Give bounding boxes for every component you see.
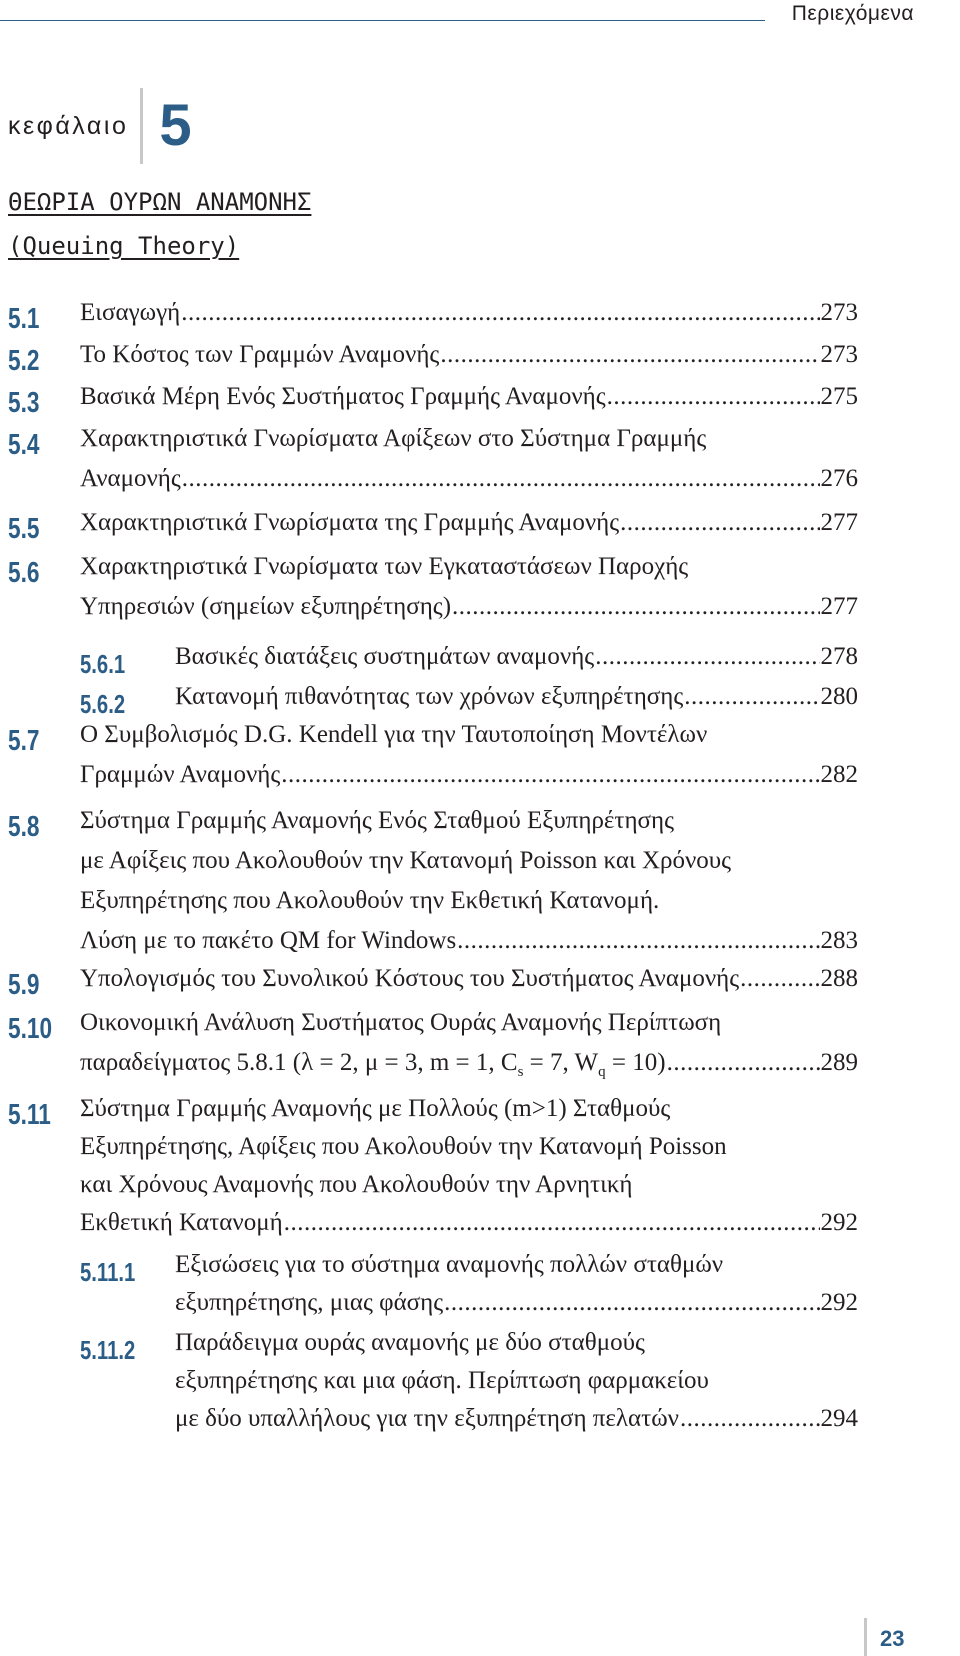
toc-entry-page: 273 bbox=[820, 299, 858, 326]
formula-part: = 7, W bbox=[523, 1049, 599, 1076]
toc-entry-text: Βασικά Μέρη Ενός Συστήματος Γραμμής Αναμονής bbox=[80, 383, 606, 410]
chapter-label bbox=[8, 88, 192, 164]
toc-entry-line bbox=[175, 1399, 858, 1439]
toc-entry-line bbox=[80, 377, 858, 417]
toc-entry-number: 5.9 bbox=[8, 969, 40, 1001]
toc-entry-text: Ο Συμβολισμός D.G. Kendell για την Ταυτοποίηση Μοντέλων bbox=[80, 721, 708, 748]
chapter-word: κεφάλαιο bbox=[8, 111, 129, 140]
toc-entry-page: 292 bbox=[820, 1289, 858, 1316]
toc-entry-line bbox=[80, 587, 858, 627]
toc-entry-line bbox=[80, 921, 858, 961]
toc-entry-page: 294 bbox=[820, 1405, 858, 1432]
toc-entry-line bbox=[80, 335, 858, 375]
toc-entry-text: Το Κόστος των Γραμμών Αναμονής bbox=[80, 341, 440, 368]
dot-leader bbox=[740, 959, 819, 999]
toc-entry-line bbox=[80, 293, 858, 333]
toc-entry-line bbox=[175, 1283, 858, 1323]
toc-entry-number: 5.11.2 bbox=[80, 1335, 136, 1365]
toc-entry-number: 5.7 bbox=[8, 725, 40, 757]
toc-entry-number: 5.4 bbox=[8, 429, 40, 461]
page-number: 23 bbox=[880, 1626, 905, 1651]
formula-part: = 10) bbox=[605, 1049, 666, 1076]
toc-entry-line bbox=[80, 459, 858, 499]
toc-entry-text: Εισαγωγή bbox=[80, 299, 181, 326]
toc-entry-text bbox=[80, 1043, 666, 1092]
toc-entry-text: Υπολογισμός του Συνολικού Κόστους του Συστήματος Αναμονής bbox=[80, 965, 740, 992]
toc-entry-page: 282 bbox=[820, 761, 858, 788]
toc-entry-line bbox=[80, 503, 858, 543]
toc-entry-page: 283 bbox=[820, 927, 858, 954]
toc-entry-number: 5.10 bbox=[8, 1013, 53, 1045]
dot-leader bbox=[182, 459, 820, 499]
toc-entry-line bbox=[80, 1203, 858, 1243]
formula-subscript: s bbox=[517, 1064, 524, 1080]
toc-entry-line bbox=[80, 755, 858, 795]
toc-entry-page: 273 bbox=[820, 341, 858, 368]
dot-leader bbox=[680, 1399, 820, 1439]
toc-entry-page: 275 bbox=[820, 383, 858, 410]
chapter-divider bbox=[140, 88, 143, 164]
toc-entry-text: Χαρακτηριστικά Γνωρίσματα της Γραμμής Αναμονής bbox=[80, 509, 620, 536]
toc-entry-number: 5.1 bbox=[8, 303, 40, 335]
toc-entry-text: με Αφίξεις που Ακολουθούν την Κατανομή Poisson και Χρόνους bbox=[80, 847, 732, 874]
toc-entry-number: 5.6 bbox=[8, 557, 40, 589]
toc-entry-number: 5.6.1 bbox=[80, 649, 126, 679]
toc-entry-text: Λύση με το πακέτο QM for Windows bbox=[80, 927, 457, 954]
dot-leader bbox=[607, 377, 820, 417]
chapter-title bbox=[8, 180, 311, 268]
chapter-number: 5 bbox=[159, 93, 192, 158]
dot-leader bbox=[595, 637, 819, 677]
toc-entry-number: 5.11 bbox=[8, 1099, 51, 1131]
toc-entry-text: Εξισώσεις για το σύστημα αναμονής πολλών σταθμών bbox=[175, 1251, 724, 1278]
toc-entry-number: 5.3 bbox=[8, 387, 40, 419]
chapter-title-line-1: ΘΕΩΡΙΑ ΟΥΡΩΝ ΑΝΑΜΟΝΗΣ bbox=[8, 188, 312, 216]
toc-entry-page: 289 bbox=[820, 1049, 858, 1076]
toc-entry-text: Χαρακτηριστικά Γνωρίσματα Αφίξεων στο Σύστημα Γραμμής bbox=[80, 425, 707, 452]
header-rule bbox=[0, 20, 765, 21]
formula-subscript: q bbox=[598, 1064, 606, 1080]
toc-entry-text: Βασικές διατάξεις συστημάτων αναμονής bbox=[175, 643, 595, 670]
dot-leader bbox=[440, 335, 819, 375]
toc-entry-text: εξυπηρέτησης, μιας φάσης bbox=[175, 1289, 444, 1316]
toc-entry-text: Γραμμών Αναμονής bbox=[80, 761, 281, 788]
dot-leader bbox=[181, 293, 819, 333]
formula-part: παραδείγματος 5.8.1 (λ = 2, μ = 3, m = 1, C bbox=[80, 1049, 518, 1076]
toc-entry-text: Οικονομική Ανάλυση Συστήματος Ουράς Αναμονής Περίπτωση bbox=[80, 1009, 722, 1036]
toc-entry-number: 5.5 bbox=[8, 513, 40, 545]
toc-entry-text: εξυπηρέτησης και μια φάση. Περίπτωση φαρμακείου bbox=[175, 1367, 709, 1394]
toc-entry-number: 5.11.1 bbox=[80, 1257, 136, 1287]
toc-entry-text: Αναμονής bbox=[80, 465, 181, 492]
toc-entry-text: και Χρόνους Αναμονής που Ακολουθούν την Αρνητική bbox=[80, 1171, 633, 1198]
toc-entry-page: 276 bbox=[820, 465, 858, 492]
toc-entry-page: 277 bbox=[820, 593, 858, 620]
toc-entry-page: 288 bbox=[820, 965, 858, 992]
toc-entry-text: Εξυπηρέτησης που Ακολουθούν την Εκθετική Κατανομή. bbox=[80, 887, 660, 914]
toc-entry-text: Εκθετική Κατανομή bbox=[80, 1209, 283, 1236]
toc-entry-number: 5.6.2 bbox=[80, 689, 126, 719]
dot-leader bbox=[620, 503, 819, 543]
toc-entry-text: Υπηρεσιών (σημείων εξυπηρέτησης) bbox=[80, 593, 452, 620]
toc-entry-line bbox=[80, 1043, 858, 1083]
toc-entry-text: Σύστημα Γραμμής Αναμονής με Πολλούς (m>1) Σταθμούς bbox=[80, 1095, 671, 1122]
toc-entry-text: Παράδειγμα ουράς αναμονής με δύο σταθμούς bbox=[175, 1329, 645, 1356]
dot-leader bbox=[281, 755, 819, 795]
dot-leader bbox=[684, 677, 819, 717]
toc-entry-page: 277 bbox=[820, 509, 858, 536]
dot-leader bbox=[667, 1043, 820, 1083]
dot-leader bbox=[452, 587, 819, 627]
toc-entry-number: 5.2 bbox=[8, 345, 40, 377]
toc-entry-text: Χαρακτηριστικά Γνωρίσματα των Εγκαταστάσεων Παροχής bbox=[80, 553, 689, 580]
toc-entry-line bbox=[175, 637, 858, 677]
toc-entry-number: 5.8 bbox=[8, 811, 40, 843]
toc-entry-text: με δύο υπαλλήλους για την εξυπηρέτηση πελατών bbox=[175, 1405, 679, 1432]
toc-entry-page: 280 bbox=[820, 683, 858, 710]
toc-entry-line bbox=[175, 677, 858, 717]
chapter-title-line-2: (Queuing Theory) bbox=[8, 232, 240, 260]
toc-entry-line bbox=[80, 959, 858, 999]
toc-entry-text: Κατανομή πιθανότητας των χρόνων εξυπηρέτησης bbox=[175, 683, 684, 710]
running-header: Περιεχόμενα bbox=[791, 2, 914, 25]
dot-leader bbox=[284, 1203, 820, 1243]
toc-entry-text: Εξυπηρέτησης, Αφίξεις που Ακολουθούν την Κατανομή Poisson bbox=[80, 1133, 727, 1160]
dot-leader bbox=[457, 921, 819, 961]
toc-entry-text: Σύστημα Γραμμής Αναμονής Ενός Σταθμού Εξυπηρέτησης bbox=[80, 807, 674, 834]
footer-divider bbox=[864, 1618, 867, 1656]
toc-entry-page: 292 bbox=[820, 1209, 858, 1236]
toc-entry-page: 278 bbox=[820, 643, 858, 670]
dot-leader bbox=[444, 1283, 819, 1323]
